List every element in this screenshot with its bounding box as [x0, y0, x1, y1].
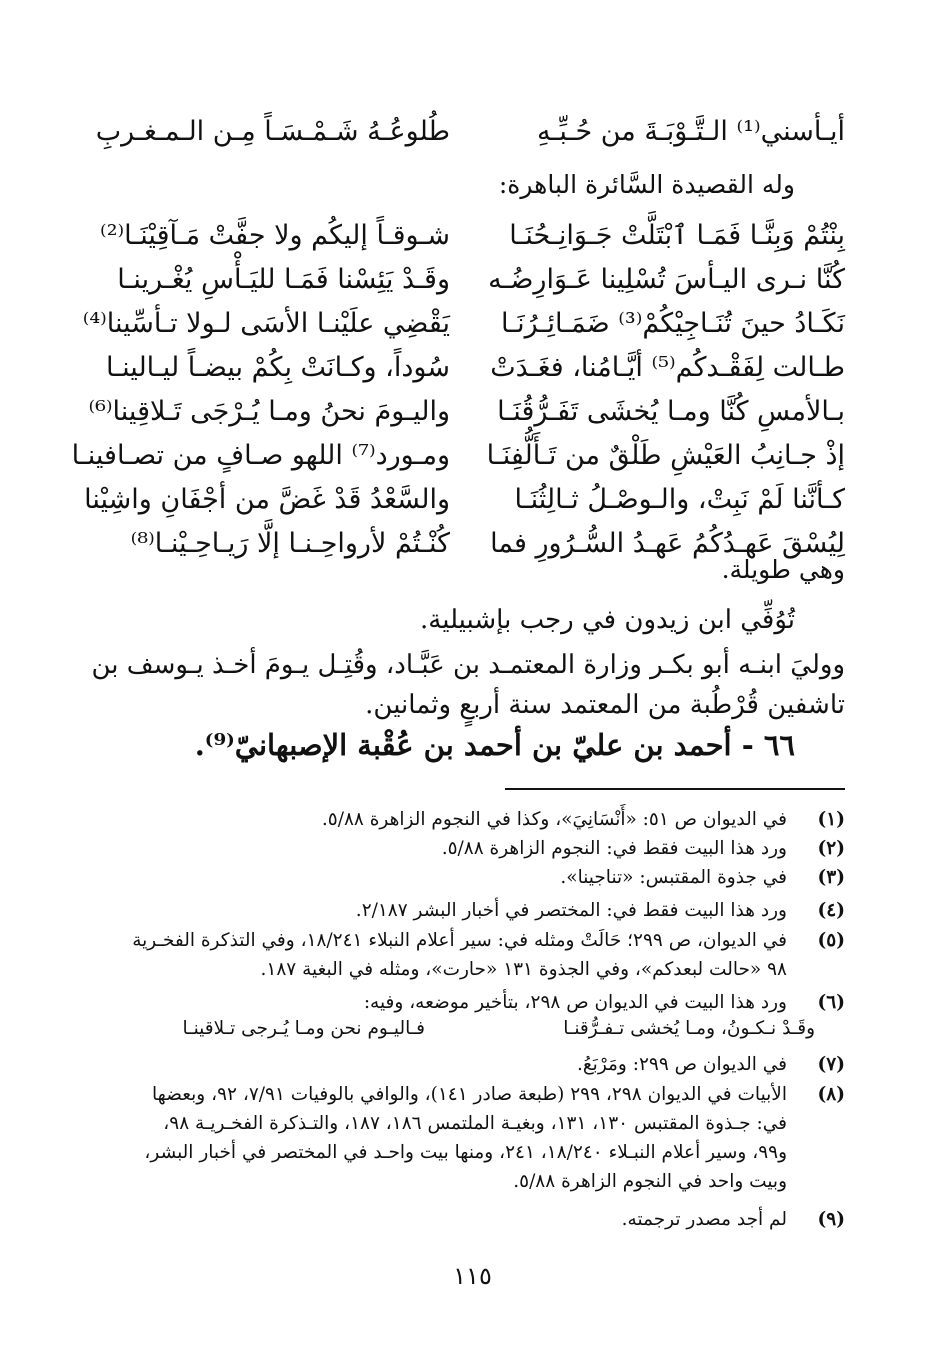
footnote-text: في الديوان ص ٢٩٩: ومَرْبَعُ. — [576, 1054, 787, 1075]
poem-left-line: والسَّعْدُ قَدْ غَضَّ من أجْفَانِ واشِيْنا — [84, 484, 450, 515]
page-number: ١١٥ — [453, 1262, 492, 1290]
footnote-2 — [130, 834, 845, 863]
poem-left-line: كُنْـتُمْ لأرواحِـنـا إلَّا رَيـاحِـيْنـا⁽⁸⁾ — [130, 528, 450, 559]
footnote-divider — [505, 788, 845, 790]
poem-left-line: وقَـدْ يَئِسْنا فَمَـا لليَـأْسِ يُغْـرينـا — [117, 264, 450, 295]
footnote-6 — [130, 988, 845, 1017]
footnote-number: (٩) — [817, 1209, 845, 1230]
poem-right-line: طـالت لِفَقْـدكُم⁽⁵⁾ أيَّـامُنا، فغَـدَتْ — [490, 352, 845, 383]
footnote-number: (٦) — [817, 992, 845, 1013]
poem-right-line: لِيُسْقَ عَهـدُكُمُ عَهـدُ السُّـرُورِ فما — [490, 528, 845, 559]
footnote-1 — [130, 805, 845, 834]
footnote-9 — [130, 1205, 845, 1234]
footnote-number: (٥) — [817, 930, 845, 951]
poem-left-line: ومـورد⁽⁷⁾ اللهو صـافٍ من تصـافينـا — [71, 440, 450, 471]
footnote-text-continued: و٩٩، وسير أعلام النبـلاء ١٨/٢٤٠، ٢٤١، ومنها بيت واحـد في المختصر في أخبار البشر، — [144, 1142, 787, 1163]
footnote-number: (٨) — [817, 1084, 845, 1105]
verse-top-left: طُلوعُـهُ شَـمْـسَـاً مِـن الـمـغـربِ — [95, 116, 450, 147]
footnote-text: في جذوة المقتبس: «تناجينا». — [560, 867, 787, 888]
footnote-number: (١) — [817, 809, 845, 830]
footnote-number: (٣) — [817, 867, 845, 888]
footnote-number: (٤) — [817, 900, 845, 921]
footnote-verse-right: وقَـدْ نـكـونُ، ومـا يُخشى تـفـرُّقنـا — [563, 1018, 815, 1039]
footnote-text: الأبيات في الديوان ٢٩٨، ٢٩٩ (طبعة صادر ١٤١)، والوافي بالوفيات ٧/٩١، ٩٢، وبعضها — [152, 1084, 787, 1105]
paragraph-line-2: تاشفين قُرْطُبة من المعتمد سنة أربعٍ وثمانين. — [365, 690, 845, 720]
intro-line: وله القصيدة السَّائرة الباهرة: — [498, 170, 795, 199]
footnote-5 — [130, 926, 845, 984]
footnote-7 — [130, 1050, 845, 1079]
verse-top-right: أيـأسني⁽¹⁾ الـتَّـوْبَـةَ من حُـبِّـهِ — [537, 116, 845, 147]
poem-left-line: شـوقـاً إليكُم ولا جفَّتْ مَـآقِيْنَـا⁽²⁾ — [100, 220, 450, 251]
footnote-text: لم أجد مصدر ترجمته. — [621, 1209, 787, 1230]
footnote-text: ورد هذا البيت فقط في: النجوم الزاهرة ٥/٨٨. — [441, 838, 787, 859]
footnote-text: ورد هذا البيت في الديوان ص ٢٩٨، بتأخير موضعه، وفيه: — [363, 992, 787, 1013]
footnote-number: (٧) — [817, 1054, 845, 1075]
poem-right-line: نَكَـادُ حينَ تُنَـاجِيْكُمْ⁽³⁾ ضَمَـائِـرُنَـا — [501, 308, 845, 339]
footnote-text: في الديوان، ص ٢٩٩؛ حَالَتْ ومثله في: سير أعلام النبلاء ١٨/٢٤١، وفي التذكرة الفخـرية — [132, 930, 787, 951]
footnote-text: في الديوان ص ٥١: «أَنْسَانِيَ»، وكذا في النجوم الزاهرة ٥/٨٨. — [321, 809, 787, 830]
poem-right-line: إذْ جـانِبُ العَيْشِ طَلْقٌ من تَـأَلُّفِنَـا — [486, 440, 845, 471]
footnote-verse-left: فـاليـوم نحن ومـا يُـرجى تـلاقينـا — [182, 1018, 425, 1039]
footnote-text-continued: وبيت واحد في النجوم الزاهرة ٥/٨٨. — [513, 1171, 787, 1192]
footnote-text: ورد هذا البيت فقط في: المختصر في أخبار البشر ٢/١٨٧. — [355, 900, 787, 921]
entry-heading: ٦٦ - أحمد بن عليّ بن أحمد بن عُقْبة الإصبهانيّ⁽⁹⁾. — [194, 728, 795, 762]
poem-left-line: سُوداً، وكـانَتْ بِكُمْ بيضـاً ليـالينـا — [106, 352, 450, 383]
poem-left-line: يَقْضِي علَيْنـا الأسَى لـولا تـأسِّينا⁽⁴⁾ — [82, 308, 450, 339]
poem-right-line: بِنْتُمْ وَبِنَّـا فَمَـا ٱبْتَلَّتْ جَـوَانِـحُنَـا — [509, 220, 845, 251]
footnote-4 — [130, 896, 845, 925]
death-line: تُوُفِّي ابن زيدون في رجب بإشبيلية. — [420, 605, 795, 635]
poem-left-line: واليـومَ نحنُ ومـا يُـرْجَى تَـلاقِينا⁽⁶⁾ — [88, 396, 450, 427]
footnote-3 — [130, 863, 845, 892]
footnote-text-continued: ٩٨ «حالت لبعدكم»، وفي الجذوة ١٣١ «حارت»، ومثله في البغية ١٨٧. — [260, 959, 787, 980]
poem-right-line: كُنَّا نـرى اليـأسَ تُسْلِينا عَـوَارِضُـه — [488, 264, 845, 295]
paragraph-line-1: ووليَ ابنـه أبو بكـر وزارة المعتمـد بن عَبَّـاد، وقُتِـل يـومَ أخـذ يـوسف بن — [91, 650, 845, 680]
footnote-8 — [130, 1080, 845, 1196]
poem-right-line: كـأنَّنا لَمْ نَبِتْ، والـوصْـلُ ثـالِثُنَـا — [514, 484, 845, 515]
footnote-number: (٢) — [817, 838, 845, 859]
footnote-text-continued: في: جـذوة المقتبس ١٣٠، ١٣١، وبغيـة الملتمس ١٨٦، ١٨٧، والتـذكرة الفخـريـة ٩٨، — [163, 1113, 787, 1134]
poem-right-line: بـالأمسِ كُنَّا ومـا يُخشَى تَفَـرُّقُنَـا — [497, 396, 845, 427]
after-poem-note: وهي طويلة. — [721, 555, 845, 584]
